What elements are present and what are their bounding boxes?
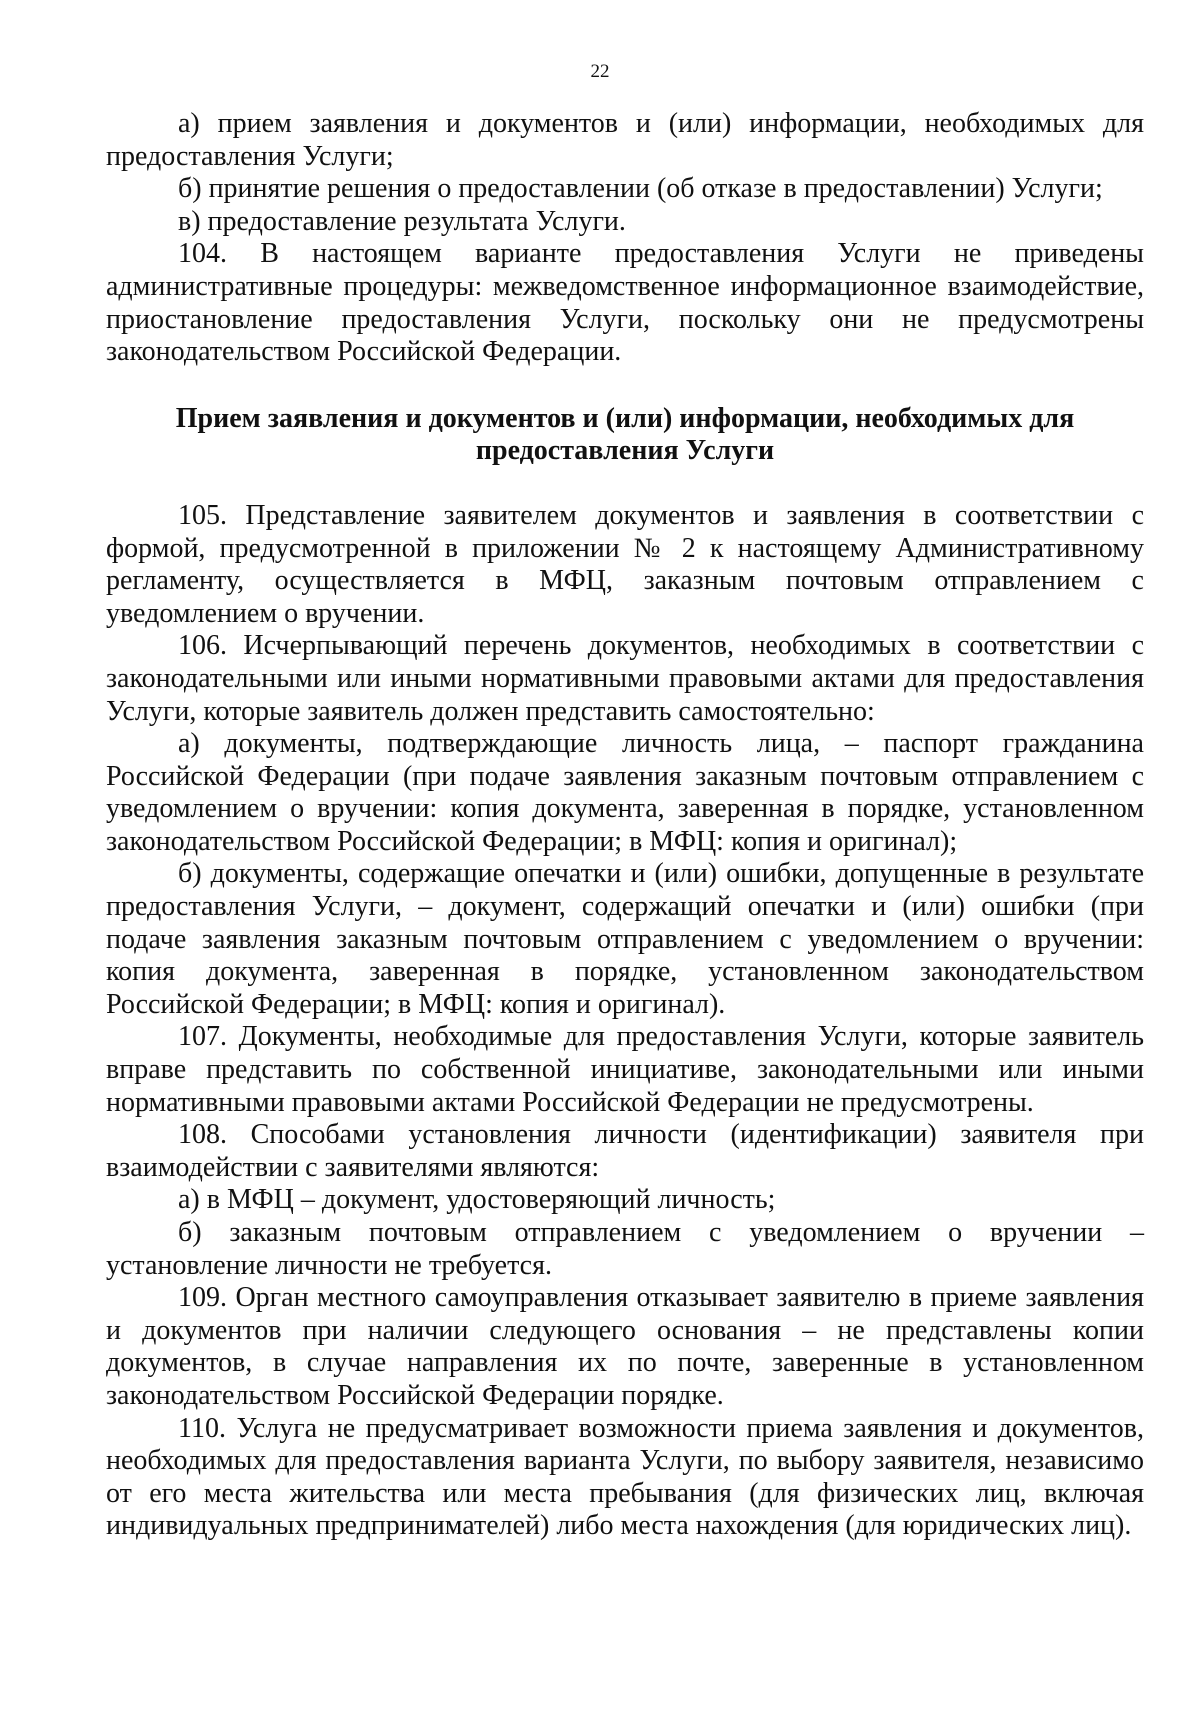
paragraph-104: 104. В настоящем варианте предоставления Услуги не приведены административные процедуры: межведомственное информационное взаимодействие, приостановление предоставления Услуги, поскольку они не предусмотрены законодательством Российской Федерации. (106, 238, 1144, 368)
paragraph-108: 108. Способами установления личности (идентификации) заявителя при взаимодействии с заявителями являются: (106, 1119, 1144, 1183)
paragraph-a-receipt: а) прием заявления и документов и (или) информации, необходимых для предоставления Услуги; (106, 108, 1144, 172)
section-heading (106, 403, 1144, 468)
page-number: 22 (590, 61, 610, 82)
paragraph-109: 109. Орган местного самоуправления отказывает заявителю в приеме заявления и документов при наличии следующего основания – не представлены копии документов, в случае направления их по почте, заверенные в установленном законодательством Российской Федерации порядке. (106, 1282, 1144, 1411)
paragraph-108-a: а) в МФЦ – документ, удостоверяющий личность; (178, 1184, 776, 1216)
paragraph-106-b: б) документы, содержащие опечатки и (или) ошибки, допущенные в результате предоставления Услуги, – документ, содержащий опечатки и (или) ошибки (при подаче заявления заказным почтовым отправлением с уведомлением о вручении: копия документа, заверенная в порядке, установленном законодательством Российской Федерации; в МФЦ: копия и оригинал). (106, 858, 1144, 1020)
paragraph-108-b: б) заказным почтовым отправлением с уведомлением о вручении – установление личности не требуется. (106, 1217, 1144, 1281)
paragraph-106-a: а) документы, подтверждающие личность лица, – паспорт гражданина Российской Федерации (при подаче заявления заказным почтовым отправлением с уведомлением о вручении: копия документа, заверенная в порядке, установленном законодательством Российской Федерации; в МФЦ: копия и оригинал); (106, 728, 1144, 857)
paragraph-v-result: в) предоставление результата Услуги. (178, 205, 626, 237)
document-body (106, 108, 1144, 1543)
paragraph-107: 107. Документы, необходимые для предоставления Услуги, которые заявитель вправе представить по собственной инициативе, законодательными или иными нормативными правовыми актами Российской Федерации не предусмотрены. (106, 1021, 1144, 1118)
section-heading-line-2: предоставления Услуги (475, 435, 775, 467)
paragraph-b-decision: б) принятие решения о предоставлении (об отказе в предоставлении) Услуги; (178, 173, 1103, 205)
paragraph-105: 105. Представление заявителем документов и заявления в соответствии с формой, предусмотренной в приложении № 2 к настоящему Административному регламенту, осуществляется в МФЦ, заказным почтовым отправлением с уведомлением о вручении. (106, 499, 1144, 629)
paragraph-110: 110. Услуга не предусматривает возможности приема заявления и документов, необходимых для предоставления варианта Услуги, по выбору заявителя, независимо от его места жительства или места пребывания (для физических лиц, включая индивидуальных предпринимателей) либо места нахождения (для юридических лиц). (106, 1412, 1144, 1542)
paragraph-106: 106. Исчерпывающий перечень документов, необходимых в соответствии с законодательными или иными нормативными правовыми актами для предоставления Услуги, которые заявитель должен представить самостоятельно: (106, 630, 1144, 727)
section-heading-line-1: Прием заявления и документов и (или) информации, необходимых для (175, 402, 1075, 434)
